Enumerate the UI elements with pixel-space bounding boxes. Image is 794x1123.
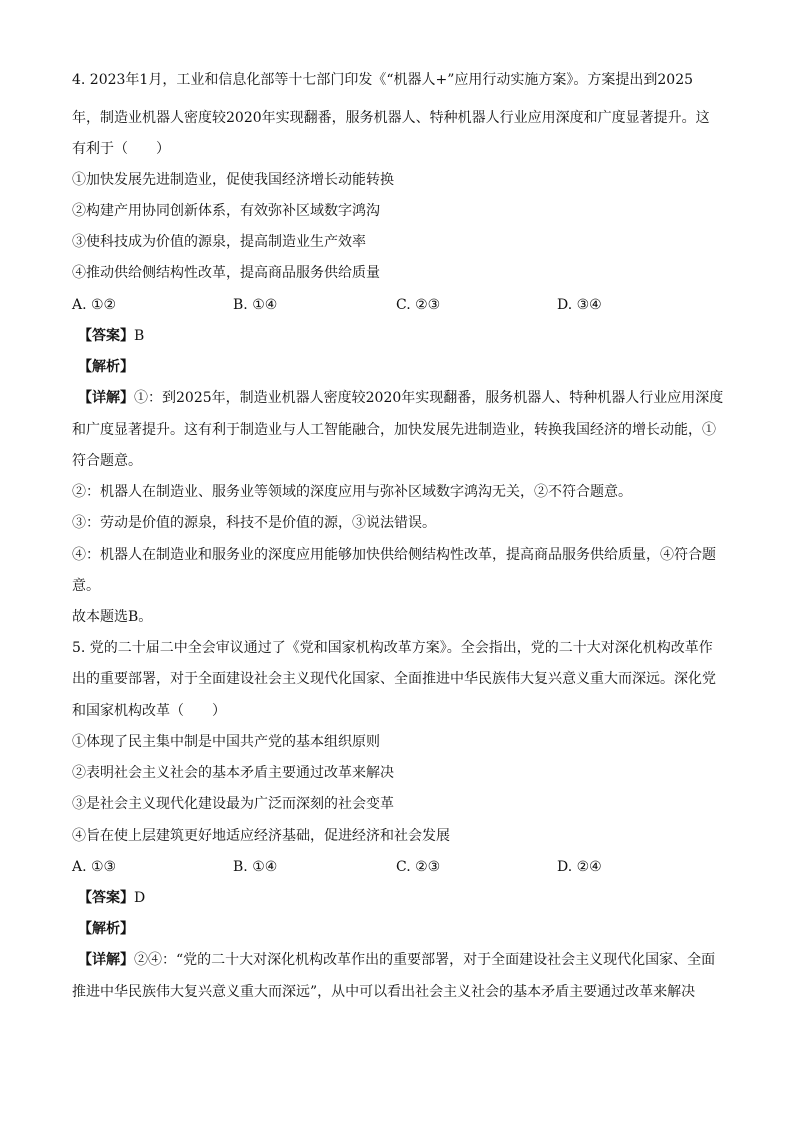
q4-detail-text: ①：到2025年，制造业机器人密度较2020年实现翻番，服务机器人、特种机器人行业应用深度 bbox=[134, 390, 724, 406]
q4-answer-value: B bbox=[134, 328, 145, 344]
q4-detail-line-3: 符合题意。 bbox=[72, 453, 142, 469]
q5-answer bbox=[78, 888, 738, 908]
q4-option-4: ④推动供给侧结构性改革，提高商品服务供给质量 bbox=[72, 265, 380, 281]
q5-stem-line-2: 出的重要部署，对于全面建设社会主义现代化国家、全面推进中华民族伟大复兴意义重大而深远。深化党 bbox=[72, 671, 716, 687]
q5-answer-value: D bbox=[134, 890, 146, 906]
q4-option-3: ③使科技成为价值的源泉，提高制造业生产效率 bbox=[72, 234, 366, 250]
q5-choice-d: D. ②④ bbox=[557, 859, 602, 875]
q5-detail-line-1 bbox=[78, 950, 738, 970]
q4-detail-label: 【详解】 bbox=[78, 390, 134, 406]
q4-detail-line-5: ③：劳动是价值的源泉，科技不是价值的源，③说法错误。 bbox=[72, 515, 436, 531]
q5-answer-label: 【答案】 bbox=[78, 890, 134, 906]
q4-detail-line-6: ④：机器人在制造业和服务业的深度应用能够加快供给侧结构性改革，提高商品服务供给质量，④符合题 bbox=[72, 547, 716, 563]
q4-choice-b: B. ①④ bbox=[233, 297, 278, 313]
q4-answer-label: 【答案】 bbox=[78, 328, 134, 344]
q5-option-3: ③是社会主义现代化建设最为广泛而深刻的社会变革 bbox=[72, 796, 394, 812]
q4-analysis-label: 【解析】 bbox=[78, 359, 134, 375]
q5-option-4: ④旨在使上层建筑更好地适应经济基础，促进经济和社会发展 bbox=[72, 828, 450, 844]
q5-choice-b: B. ①④ bbox=[233, 859, 278, 875]
q4-detail-line-4: ②：机器人在制造业、服务业等领域的深度应用与弥补区域数字鸿沟无关，②不符合题意。 bbox=[72, 484, 632, 500]
q4-detail-line-2: 和广度显著提升。这有利于制造业与人工智能融合，加快发展先进制造业，转换我国经济的增长动能，① bbox=[72, 422, 716, 438]
q5-detail-label: 【详解】 bbox=[78, 952, 134, 968]
q5-option-1: ①体现了民主集中制是中国共产党的基本组织原则 bbox=[72, 734, 380, 750]
q4-conclusion: 故本题选B。 bbox=[72, 609, 153, 625]
q5-stem-line-3: 和国家机构改革（ ） bbox=[72, 703, 226, 719]
q4-detail-line-1 bbox=[78, 388, 738, 408]
q5-analysis-label: 【解析】 bbox=[78, 921, 134, 937]
q5-choice-a: A. ①③ bbox=[72, 859, 117, 875]
q5-detail-line-2: 推进中华民族伟大复兴意义重大而深远”，从中可以看出社会主义社会的基本矛盾主要通过改革来解决 bbox=[72, 984, 696, 1000]
q4-choice-c: C. ②③ bbox=[396, 297, 441, 313]
q4-stem-line-3: 有利于（ ） bbox=[72, 141, 170, 157]
q4-answer bbox=[78, 326, 738, 346]
q4-option-2: ②构建产用协同创新体系，有效弥补区域数字鸿沟 bbox=[72, 203, 380, 219]
q4-detail-line-7: 意。 bbox=[72, 578, 100, 594]
q5-option-2: ②表明社会主义社会的基本矛盾主要通过改革来解决 bbox=[72, 765, 394, 781]
q4-stem-line-1: 4. 2023年1月，工业和信息化部等十七部门印发《“机器人+”应用行动实施方案》。方案提出到2025 bbox=[72, 72, 694, 88]
q4-choice-d: D. ③④ bbox=[557, 297, 602, 313]
q5-detail-text: ②④：“党的二十大对深化机构改革作出的重要部署，对于全面建设社会主义现代化国家、全面 bbox=[134, 952, 716, 968]
q4-stem-line-2: 年，制造业机器人密度较2020年实现翻番，服务机器人、特种机器人行业应用深度和广度显著提升。这 bbox=[72, 110, 710, 126]
q5-choice-c: C. ②③ bbox=[396, 859, 441, 875]
q5-stem-line-1: 5. 党的二十届二中全会审议通过了《党和国家机构改革方案》。全会指出，党的二十大对深化机构改革作 bbox=[72, 640, 713, 656]
q4-choice-a: A. ①② bbox=[72, 297, 117, 313]
q4-option-1: ①加快发展先进制造业，促使我国经济增长动能转换 bbox=[72, 172, 394, 188]
